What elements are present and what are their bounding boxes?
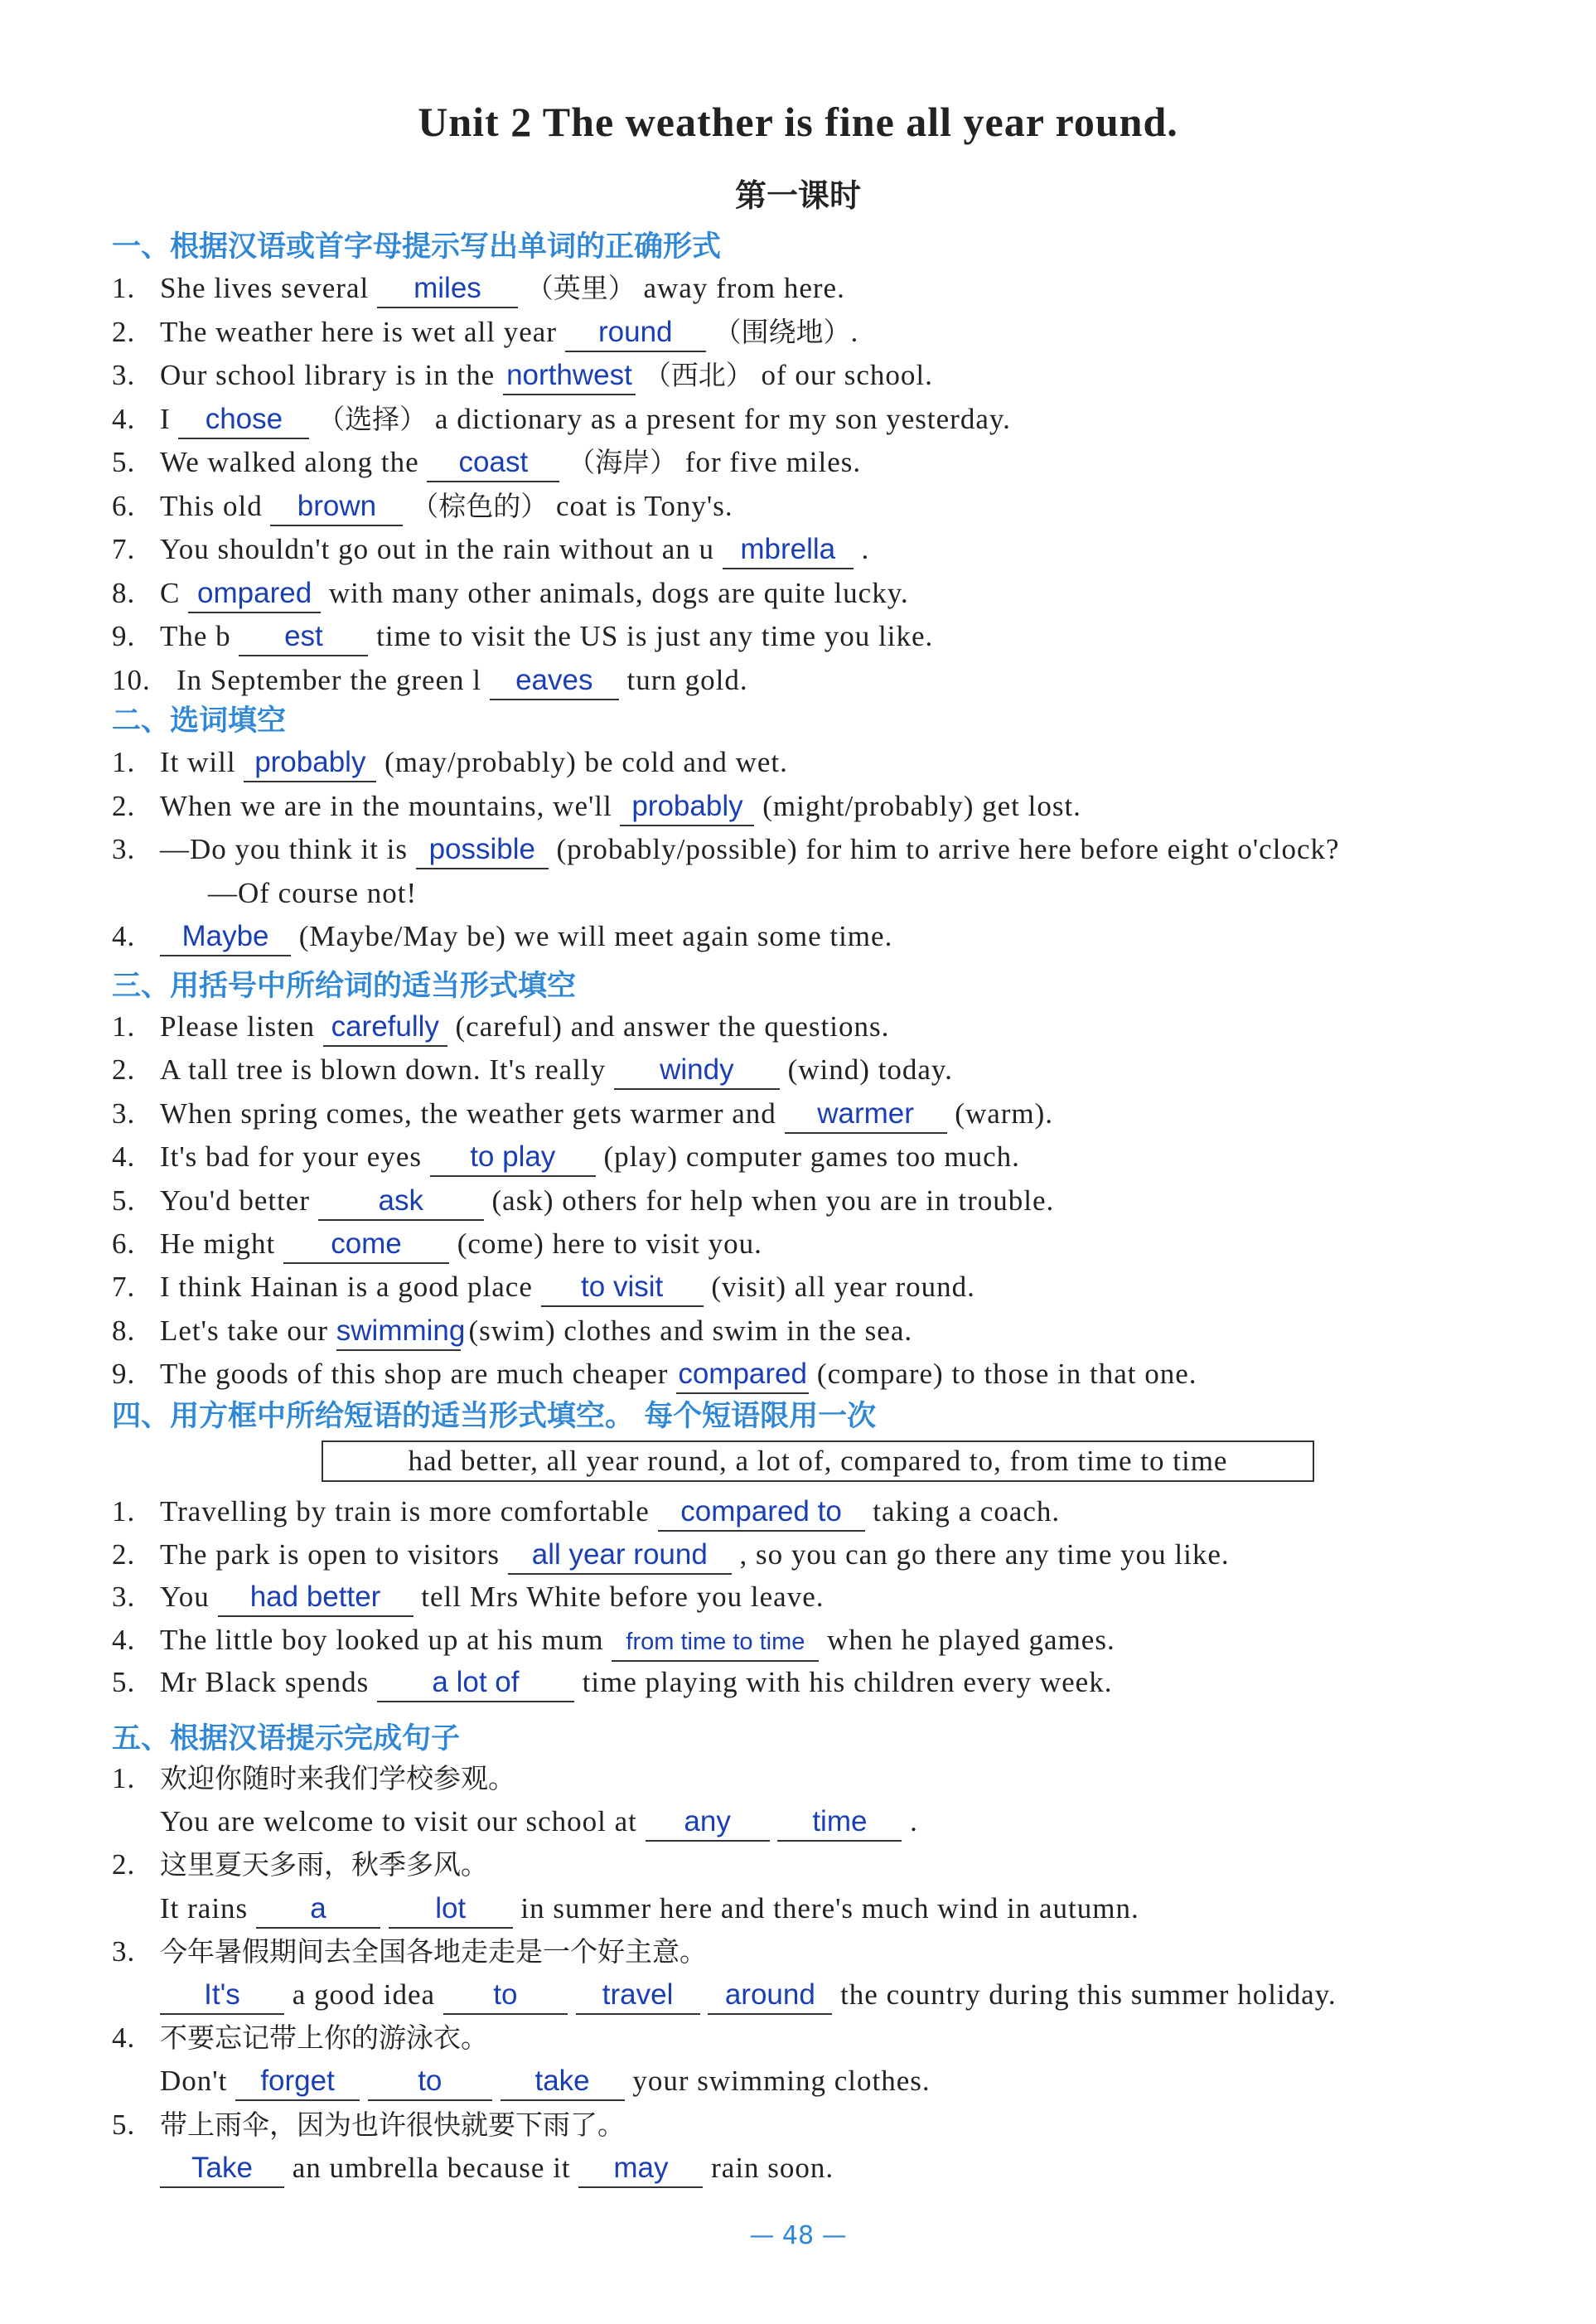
- question-number: 9.: [112, 1358, 136, 1391]
- question-number: 1.: [112, 1495, 136, 1528]
- section-5-heading: 五、根据汉语提示完成句子: [112, 1722, 461, 1755]
- answer-blank[interactable]: had better: [218, 1579, 414, 1617]
- answer-blank[interactable]: carefully: [323, 1009, 447, 1047]
- question-number: 6.: [112, 489, 136, 522]
- answer-blank[interactable]: forget: [235, 2063, 360, 2101]
- question-row: 6. This old brown （棕色的） coat is Tony's.: [112, 485, 733, 528]
- chinese-prompt: 这里夏天多雨，秋季多风。: [160, 1848, 488, 1881]
- prompt-row: [112, 1757, 515, 1800]
- question-row: 1. She lives several miles （英里） away from here.: [112, 267, 845, 310]
- answer-blank[interactable]: probably: [244, 744, 376, 782]
- answer-blank[interactable]: It's: [160, 1977, 284, 2015]
- answer-blank[interactable]: swimming: [336, 1313, 461, 1351]
- chinese-hint: （海岸）: [568, 446, 678, 478]
- answer-blank[interactable]: to: [443, 1977, 568, 2015]
- prompt-row: [112, 1930, 707, 1973]
- chinese-hint: （英里）: [525, 272, 636, 304]
- answer-blank[interactable]: windy: [614, 1052, 780, 1090]
- question-number: 1.: [112, 272, 136, 304]
- chinese-hint: （棕色的）: [411, 489, 549, 522]
- phrase-box: had better, all year round, a lot of, compared to, from time to time: [322, 1440, 1314, 1482]
- answer-blank[interactable]: from time to time: [612, 1624, 819, 1662]
- question-number: 8.: [112, 576, 136, 609]
- question-row: 3. You had better tell Mrs White before you leave.: [112, 1576, 824, 1619]
- question-row: 3. Our school library is in the northwest （西北） of our school.: [112, 354, 933, 397]
- lesson-subtitle: 第一课时: [734, 177, 861, 214]
- chinese-hint: （围绕地）: [713, 315, 851, 348]
- question-number: 5.: [112, 2108, 136, 2141]
- answer-blank[interactable]: travel: [576, 1977, 700, 2015]
- english-row: It's a good idea to travel around the country during this summer holiday.: [160, 1973, 1337, 2017]
- page-number: — 48 —: [749, 2221, 847, 2250]
- question-number: 5.: [112, 1184, 136, 1217]
- answer-blank[interactable]: Take: [160, 2150, 284, 2188]
- question-row: 5. You'd better ask (ask) others for help when you are in trouble.: [112, 1179, 1054, 1223]
- answer-blank[interactable]: ask: [318, 1183, 484, 1221]
- question-row: 10. In September the green l eaves turn gold.: [112, 659, 748, 702]
- question-row: 4. The little boy looked up at his mum from time to time when he played games.: [112, 1619, 1115, 1662]
- question-number: 2.: [112, 1537, 136, 1571]
- question-number: 3.: [112, 1097, 136, 1130]
- question-number: 4.: [112, 402, 136, 435]
- chinese-prompt: 欢迎你随时来我们学校参观。: [160, 1762, 515, 1794]
- answer-blank[interactable]: warmer: [785, 1096, 947, 1134]
- question-number: 10.: [112, 663, 151, 696]
- english-row: You are welcome to visit our school at any time .: [160, 1800, 918, 1843]
- question-number: 1.: [112, 746, 136, 778]
- question-number: 3.: [112, 833, 136, 865]
- answer-blank[interactable]: miles: [377, 270, 518, 308]
- chinese-prompt: 带上雨伞，因为也许很快就要下雨了。: [160, 2108, 625, 2141]
- answer-blank[interactable]: chose: [178, 401, 309, 439]
- question-number: 2.: [112, 315, 136, 348]
- answer-blank[interactable]: any: [646, 1804, 770, 1842]
- question-row: 4. I chose （选择） a dictionary as a present for my son yesterday.: [112, 398, 1011, 441]
- question-row: 1. Please listen carefully (careful) and answer the questions.: [112, 1005, 889, 1048]
- answer-blank[interactable]: brown: [270, 488, 403, 526]
- answer-blank[interactable]: compared to: [658, 1494, 865, 1532]
- section-1-heading: 一、根据汉语或首字母提示写出单词的正确形式: [112, 230, 722, 264]
- answer-blank[interactable]: lot: [389, 1891, 513, 1929]
- question-row: 2. The weather here is wet all year round （围绕地）.: [112, 311, 858, 354]
- question-row: 3. —Do you think it is possible (probably/possible) for him to arrive here before eight o'clock?: [112, 828, 1340, 871]
- answer-blank[interactable]: probably: [620, 788, 754, 826]
- answer-blank[interactable]: time: [777, 1804, 902, 1842]
- question-number: 2.: [112, 1053, 136, 1087]
- answer-blank[interactable]: northwest: [503, 357, 636, 395]
- question-number: 3.: [112, 359, 136, 391]
- question-row: 7. You shouldn't go out in the rain without an u mbrella .: [112, 528, 869, 571]
- question-row: 4. Maybe (Maybe/May be) we will meet again some time.: [112, 915, 892, 958]
- question-row: 6. He might come (come) here to visit you.: [112, 1223, 762, 1266]
- chinese-hint: （西北）: [643, 359, 753, 391]
- question-row: 5. Mr Black spends a lot of time playing with his children every week.: [112, 1661, 1112, 1704]
- chinese-hint: （选择）: [317, 402, 428, 435]
- answer-blank[interactable]: compared: [676, 1356, 809, 1394]
- answer-blank[interactable]: to: [368, 2063, 492, 2101]
- question-row: 7. I think Hainan is a good place to visit (visit) all year round.: [112, 1266, 975, 1309]
- question-row: 5. We walked along the coast （海岸） for five miles.: [112, 441, 861, 484]
- answer-blank[interactable]: to play: [430, 1139, 596, 1177]
- question-number: 2.: [112, 789, 136, 822]
- question-row: 9. The b est time to visit the US is just any time you like.: [112, 615, 933, 658]
- question-number: 6.: [112, 1227, 136, 1260]
- answer-blank[interactable]: come: [283, 1226, 449, 1264]
- answer-blank[interactable]: eaves: [490, 662, 619, 700]
- answer-blank[interactable]: a: [256, 1891, 380, 1929]
- question-row: 1. It will probably (may/probably) be cold and wet.: [112, 741, 788, 784]
- question-row: 2. A tall tree is blown down. It's really windy (wind) today.: [112, 1048, 953, 1092]
- question-number: 4.: [112, 920, 136, 952]
- question-number: 4.: [112, 1623, 136, 1656]
- answer-blank[interactable]: round: [565, 314, 706, 352]
- question-row: —Of course not!: [208, 876, 418, 909]
- prompt-row: [112, 2017, 488, 2060]
- question-number: 3.: [112, 1581, 136, 1614]
- question-row: 2. The park is open to visitors all year round , so you can go there any time you like.: [112, 1533, 1230, 1576]
- english-row: It rains a lot in summer here and there's much wind in autumn.: [160, 1887, 1139, 1930]
- answer-blank[interactable]: Maybe: [160, 918, 291, 956]
- question-number: 3.: [112, 1934, 136, 1968]
- answer-blank[interactable]: ompared: [188, 575, 321, 613]
- question-number: 7.: [112, 533, 136, 565]
- answer-blank[interactable]: to visit: [541, 1269, 704, 1307]
- question-row: 9. The goods of this shop are much cheaper compared (compare) to those in that one.: [112, 1353, 1197, 1396]
- question-row: 3. When spring comes, the weather gets warmer and warmer (warm).: [112, 1092, 1053, 1135]
- section-3-heading: 三、用括号中所给词的适当形式填空: [112, 970, 577, 1003]
- answer-blank[interactable]: coast: [427, 444, 559, 482]
- answer-blank[interactable]: a lot of: [377, 1664, 574, 1702]
- chinese-prompt: 今年暑假期间去全国各地走走是一个好主意。: [160, 1934, 707, 1968]
- question-row: 1. Travelling by train is more comfortable compared to taking a coach.: [112, 1490, 1060, 1533]
- question-row: 8. C ompared with many other animals, dogs are quite lucky.: [112, 572, 909, 615]
- answer-blank[interactable]: mbrella: [723, 531, 854, 569]
- english-row: Take an umbrella because it may rain soon.: [160, 2147, 834, 2190]
- prompt-row: [112, 1843, 488, 1886]
- answer-blank[interactable]: all year round: [508, 1537, 732, 1575]
- section-2-heading: 二、选词填空: [112, 704, 287, 738]
- unit-title: Unit 2 The weather is fine all year round.: [418, 99, 1178, 145]
- answer-blank[interactable]: may: [578, 2150, 703, 2188]
- question-row: 4. It's bad for your eyes to play (play) computer games too much.: [112, 1135, 1020, 1179]
- question-number: 7.: [112, 1271, 136, 1304]
- chinese-prompt: 不要忘记带上你的游泳衣。: [160, 2021, 488, 2055]
- english-row: Don't forget to take your swimming clothes.: [160, 2060, 931, 2103]
- question-number: 4.: [112, 2021, 136, 2055]
- answer-blank[interactable]: take: [501, 2063, 625, 2101]
- prompt-row: [112, 2104, 625, 2147]
- section-4-heading: 四、用方框中所给短语的适当形式填空。 每个短语限用一次: [112, 1400, 877, 1433]
- question-number: 9.: [112, 620, 136, 652]
- answer-blank[interactable]: possible: [416, 831, 549, 869]
- question-number: 1.: [112, 1762, 136, 1794]
- question-number: 1.: [112, 1010, 136, 1043]
- question-number: 5.: [112, 1666, 136, 1699]
- answer-blank[interactable]: est: [239, 618, 368, 656]
- question-row: 8. Let's take our swimming (swim) clothes and swim in the sea.: [112, 1310, 912, 1353]
- question-row: 2. When we are in the mountains, we'll probably (might/probably) get lost.: [112, 785, 1081, 828]
- question-number: 4.: [112, 1140, 136, 1174]
- answer-blank[interactable]: around: [708, 1977, 832, 2015]
- question-number: 8.: [112, 1314, 136, 1347]
- question-number: 2.: [112, 1848, 136, 1881]
- question-number: 5.: [112, 446, 136, 478]
